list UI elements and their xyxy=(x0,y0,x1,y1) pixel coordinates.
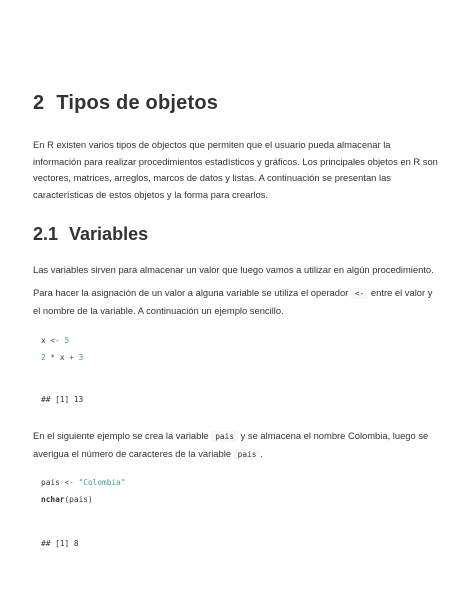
code-operator: <- xyxy=(64,478,74,487)
code-line xyxy=(41,478,126,487)
paragraph-line: Las variables sirven para almacenar un valor que luego vamos a utilizar en algún procedimiento. xyxy=(33,264,434,275)
code-var: x xyxy=(41,336,46,345)
code-number: 3 xyxy=(78,352,84,362)
paragraph-line: el nombre de la variable. A continuación un ejemplo sencillo. xyxy=(33,304,284,316)
code-operator: * xyxy=(50,352,56,362)
variables-paragraph-3 xyxy=(33,428,453,463)
inline-code-var: pais xyxy=(234,449,261,460)
paragraph-text: . xyxy=(260,447,264,459)
code-var: pais xyxy=(41,478,60,487)
variables-paragraph-2 xyxy=(33,285,453,319)
subsection-title: Variables xyxy=(69,224,149,244)
intro-line: características de estos objetos y la forma para crearlos. xyxy=(33,188,268,200)
code-output-1: ## [1] 13 xyxy=(41,395,84,404)
intro-line: vectores, matrices, arreglos, marcos de datos y listas. A continuación se presentan las xyxy=(33,172,391,184)
section-number: 2 xyxy=(33,92,45,114)
inline-code-var: pais xyxy=(211,431,238,442)
paragraph-text: Para hacer la asignación de un valor a alguna variable se utiliza el operador xyxy=(33,287,349,298)
code-function: nchar xyxy=(41,494,65,504)
code-args: (pais) xyxy=(64,494,93,504)
code-number: 2 xyxy=(41,352,46,362)
paragraph-line xyxy=(33,428,453,446)
paragraph-text: En el siguiente ejemplo se crea la variable xyxy=(33,430,209,441)
code-string: "Colombia" xyxy=(78,478,126,487)
intro-line: En R existen varios tipos de objectos que permiten que el usuario pueda almacenar la xyxy=(33,139,391,150)
paragraph-text: entre el valor y xyxy=(370,287,433,298)
paragraph-line xyxy=(33,285,453,303)
code-number: 5 xyxy=(64,336,70,345)
subsection-number: 2.1 xyxy=(33,224,59,244)
section-title: Tipos de objetos xyxy=(56,92,219,114)
paragraph-line xyxy=(33,446,453,464)
subsection-heading xyxy=(33,224,148,245)
code-block-1 xyxy=(41,333,83,366)
variables-paragraph-1 xyxy=(33,262,453,279)
inline-code-operator: <- xyxy=(351,288,368,299)
code-operator: <- xyxy=(50,336,60,345)
section-intro-paragraph xyxy=(33,137,453,203)
code-output-2: ## [1] 8 xyxy=(41,539,79,548)
intro-line: información para realizar procedimientos estadísticos y gráficos. Los principales objetos en R son xyxy=(33,155,438,167)
code-line xyxy=(41,495,93,504)
paragraph-text: y se almacena el nombre Colombia, luego se xyxy=(240,430,429,441)
code-operator: + xyxy=(69,352,74,362)
code-block-2 xyxy=(41,475,126,508)
section-heading xyxy=(33,92,218,115)
code-line xyxy=(41,336,69,345)
code-line xyxy=(41,353,83,362)
code-var: x xyxy=(59,352,65,362)
paragraph-text: averigua el número de caracteres de la variable xyxy=(33,447,232,459)
